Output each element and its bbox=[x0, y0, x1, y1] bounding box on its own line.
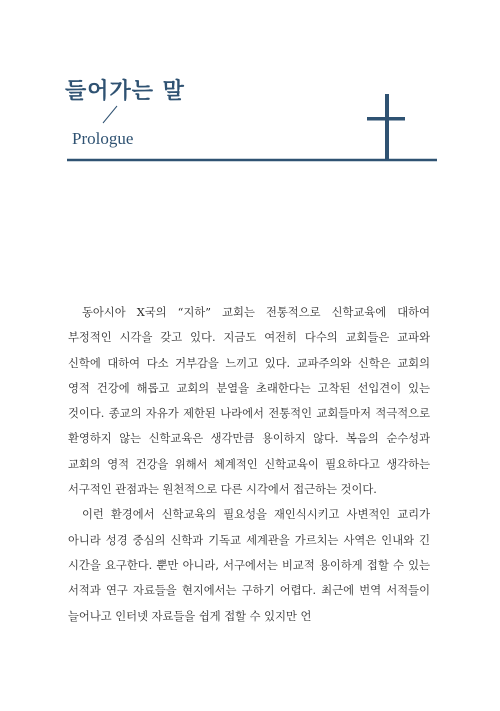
body-text bbox=[68, 300, 430, 629]
page-title: 들어가는 말 bbox=[65, 79, 185, 104]
page-subtitle: Prologue bbox=[72, 129, 134, 148]
cross-icon bbox=[367, 94, 405, 160]
paragraph: 동아시아 X국의 “지하” 교회는 전통적으로 신학교육에 대하여 부정적인 시각을 갖고 있다. 지금도 여전히 다수의 교회들은 교파와 신학에 대하여 다소 거부감을 느끼고 있다. 교파주의와 신학은 교회의 영적 건강에 해롭고 교회의 분열을 초래한다는 고착된 선입견이 있는 것이다. 종교의 자유가 제한된 나라에서 전통적인 교회들마저 적극적으로 환영하지 않는 신학교육은 생각만큼 용이하지 않다. 복음의 순수성과 교회의 영적 건강을 위해서 체계적인 신학교육이 필요하다고 생각하는 서구적인 관점과는 원천적으로 다른 시각에서 접근하는 것이다. bbox=[68, 306, 430, 497]
paragraph: 이런 환경에서 신학교육의 필요성을 재인식시키고 사변적인 교리가 아니라 성경 중심의 신학과 기독교 세계관을 가르치는 사역은 인내와 긴 시간을 요구한다. 뿐만 아니라, 서구에서는 비교적 용이하게 접할 수 있는 서적과 연구 자료들을 현지에서는 구하기 어렵다. 최근에 번역 서적들이 늘어나고 인터넷 자료들을 쉽게 접할 수 있지만 언 bbox=[68, 508, 430, 623]
